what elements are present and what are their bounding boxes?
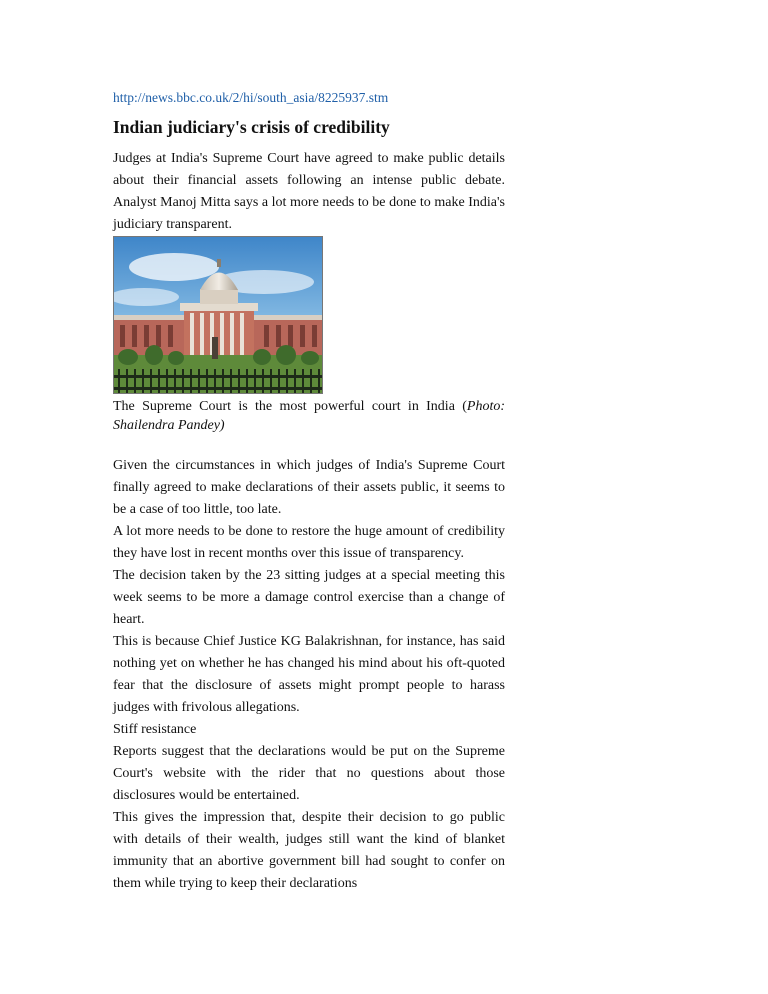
headline: Indian judiciary's crisis of credibility [113, 117, 390, 137]
section-spacer [113, 435, 505, 455]
body-paragraph-3: The decision taken by the 23 sitting judges at a special meeting this week seems to be more a damage control exercise than a change of heart. [113, 568, 505, 627]
source-url-link[interactable]: http://news.bbc.co.uk/2/hi/south_asia/8225937.stm [113, 90, 389, 105]
body-paragraph-2: A lot more needs to be done to restore the huge amount of credibility they have lost in recent months over this issue of transparency. [113, 524, 505, 561]
body-paragraph-4: This is because Chief Justice KG Balakrishnan, for instance, has said nothing yet on whether he has changed his mind about his oft-quoted fear that the disclosure of assets might prompt people to harass judges with frivolous allegations. [113, 634, 505, 715]
body-paragraph-6: This gives the impression that, despite their decision to go public with details of their wealth, judges still want the kind of blanket immunity that an abortive government bill had sought to confer on them while trying to keep their declarations [113, 810, 505, 891]
body-paragraph-5: Reports suggest that the declarations would be put on the Supreme Court's website with the rider that no questions about those disclosures would be entertained. [113, 744, 505, 803]
photo-caption-text: The Supreme Court is the most powerful court in India ( [113, 399, 467, 414]
photo-caption [113, 397, 505, 435]
supreme-court-photo [113, 236, 323, 394]
subheading-stiff-resistance: Stiff resistance [113, 722, 197, 737]
body-paragraph-1: Given the circumstances in which judges of India's Supreme Court finally agreed to make declarations of their assets public, it seems to be a case of too little, too late. [113, 458, 505, 517]
document-page [113, 88, 505, 895]
photo-credit: Photo: Shailendra Pandey) [113, 399, 505, 433]
intro-paragraph: Judges at India's Supreme Court have agreed to make public details about their financial assets following an intense public debate. Analyst Manoj Mitta says a lot more needs to be done to make India's judiciary transparent. [113, 151, 505, 232]
